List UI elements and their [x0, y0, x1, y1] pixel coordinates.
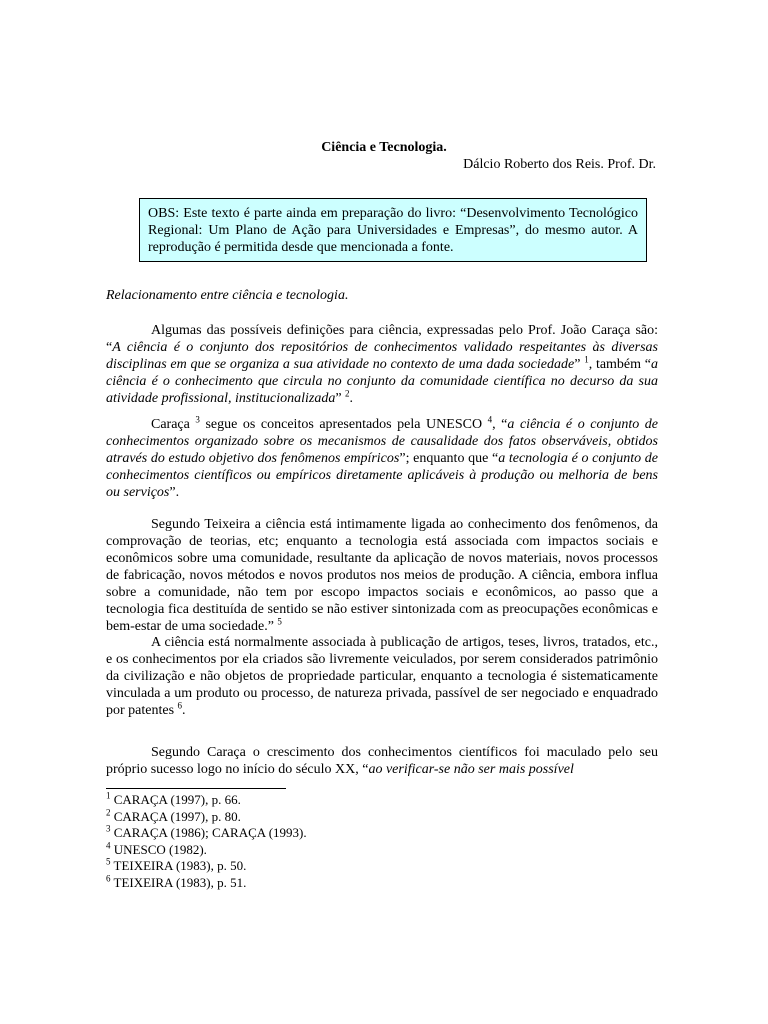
footnote-ref-2[interactable]: 2	[345, 388, 350, 399]
footnote-ref-3[interactable]: 3	[195, 414, 200, 425]
p3-text: Segundo Teixeira a ciência está intimamente ligada ao conhecimento dos fenômenos, da comprovação de teorias, etc; enquanto a tecnologia está associada com impactos sociais e econômicos sobre uma comunidade, resultante da aplicação de novos materiais, novos processos de fabricação, novos métodos e novos produtos nos meios de produção. A ciência, embora influa sobre a comunidade, não tem por escopo impactos sociais e econômicos, ao passo que a tecnologia fica destituída de sentido se não estiver sintonizada com as preocupações econômicas e bem-estar de uma sociedade.”	[106, 517, 658, 634]
p2-text-a: Caraça	[151, 417, 196, 432]
footnote-text: UNESCO (1982).	[113, 841, 207, 857]
paragraph-1	[106, 322, 658, 407]
footnote-ref-4[interactable]: 4	[487, 414, 493, 425]
paragraph-3	[106, 516, 658, 635]
footnote-number: 3	[106, 823, 111, 834]
p1-text-f: ”	[335, 391, 346, 406]
document-title: Ciência e Tecnologia.	[321, 140, 447, 155]
p2-text-c: , “	[492, 417, 508, 432]
footnote-text: CARAÇA (1986); CARAÇA (1993).	[113, 825, 307, 840]
p1-text-g: .	[349, 391, 354, 406]
paragraph-5	[106, 744, 658, 778]
obs-notice-box	[139, 198, 647, 262]
paragraph-2	[106, 416, 658, 501]
footnote-text: TEIXEIRA (1983), p. 50.	[113, 858, 247, 873]
footnote-ref-6[interactable]: 6	[177, 700, 183, 711]
footnote-number: 4	[106, 840, 111, 851]
footnote-text: TEIXEIRA (1983), p. 51.	[113, 874, 247, 890]
paragraph-4	[106, 634, 658, 719]
footnote-6	[106, 875, 307, 892]
p5-quote: ao verificar-se não ser mais possível	[368, 762, 574, 777]
section-heading: Relacionamento entre ciência e tecnologia.	[106, 288, 349, 303]
footnotes-list	[106, 792, 307, 891]
footnote-text: CARAÇA (1997), p. 80.	[113, 808, 241, 824]
p2-quote-2: a tecnologia é o conjunto de conhecimentos científicos ou empíricos diretamente aplicáveis à produção ou melhoria de bens ou serviços	[106, 451, 658, 500]
p1-text-d: , também “	[588, 357, 652, 372]
p5-text: Segundo Caraça o crescimento dos conhecimentos científicos foi maculado pelo seu próprio sucesso logo no início do século XX, “	[106, 745, 658, 777]
p1-quote-1: A ciência é o conjunto dos repositórios de conhecimentos validado respeitantes às diversas disciplinas em que se organiza a sua atividade no contexto de uma dada sociedade	[106, 340, 658, 372]
p2-text-g: ”.	[169, 485, 180, 500]
footnote-text: CARAÇA (1997), p. 66.	[113, 792, 241, 807]
footnote-5	[106, 858, 307, 875]
p1-quote-2: a ciência é o conhecimento que circula no conjunto da comunidade científica no decurso da sua atividade profissional, institucionalizada	[106, 357, 659, 406]
p4-text-b: .	[182, 703, 186, 718]
p2-text-e: ”; enquanto que “	[399, 451, 499, 466]
footnote-4	[106, 842, 307, 859]
footnote-separator	[106, 788, 286, 789]
p1-text-a: Algumas das possíveis definições para ciência, expressadas pelo Prof. João Caraça são: “	[106, 323, 658, 355]
footnote-number: 5	[106, 856, 111, 867]
footnote-ref-1[interactable]: 1	[584, 354, 589, 365]
obs-notice-text: OBS: Este texto é parte ainda em preparação do livro: “Desenvolvimento Tecnológico Regional: Um Plano de Ação para Universidades e Empresas”, do mesmo autor. A reprodução é permitida desde que mencionada a fonte.	[148, 206, 638, 255]
p1-text-c: ”	[574, 357, 585, 372]
footnote-number: 6	[106, 873, 111, 884]
footnote-number: 2	[106, 807, 111, 818]
footnote-number: 1	[106, 790, 111, 801]
footnote-3	[106, 825, 307, 842]
footnote-ref-5[interactable]: 5	[277, 616, 282, 627]
p2-quote-1: a ciência é o conjunto de conhecimentos organizado sobre os mecanismos de causalidade dos fatos observáveis, obtidos através do estudo objetivo dos fenômenos empíricos	[106, 417, 659, 466]
footnote-2	[106, 809, 307, 826]
footnote-1	[106, 792, 307, 809]
p2-text-b: segue os conceitos apresentados pela UNESCO	[199, 417, 488, 432]
document-author: Dálcio Roberto dos Reis. Prof. Dr.	[463, 157, 656, 172]
p4-text: A ciência está normalmente associada à publicação de artigos, teses, livros, tratados, etc., e os conhecimentos por ela criados são livremente veiculados, por serem considerados patrimônio da civilização e não objetos de propriedade particular, enquanto a tecnologia é sistematicamente vinculada a um produto ou processo, de natureza privada, passível de ser negociado e enquadrado por patentes	[106, 635, 658, 718]
